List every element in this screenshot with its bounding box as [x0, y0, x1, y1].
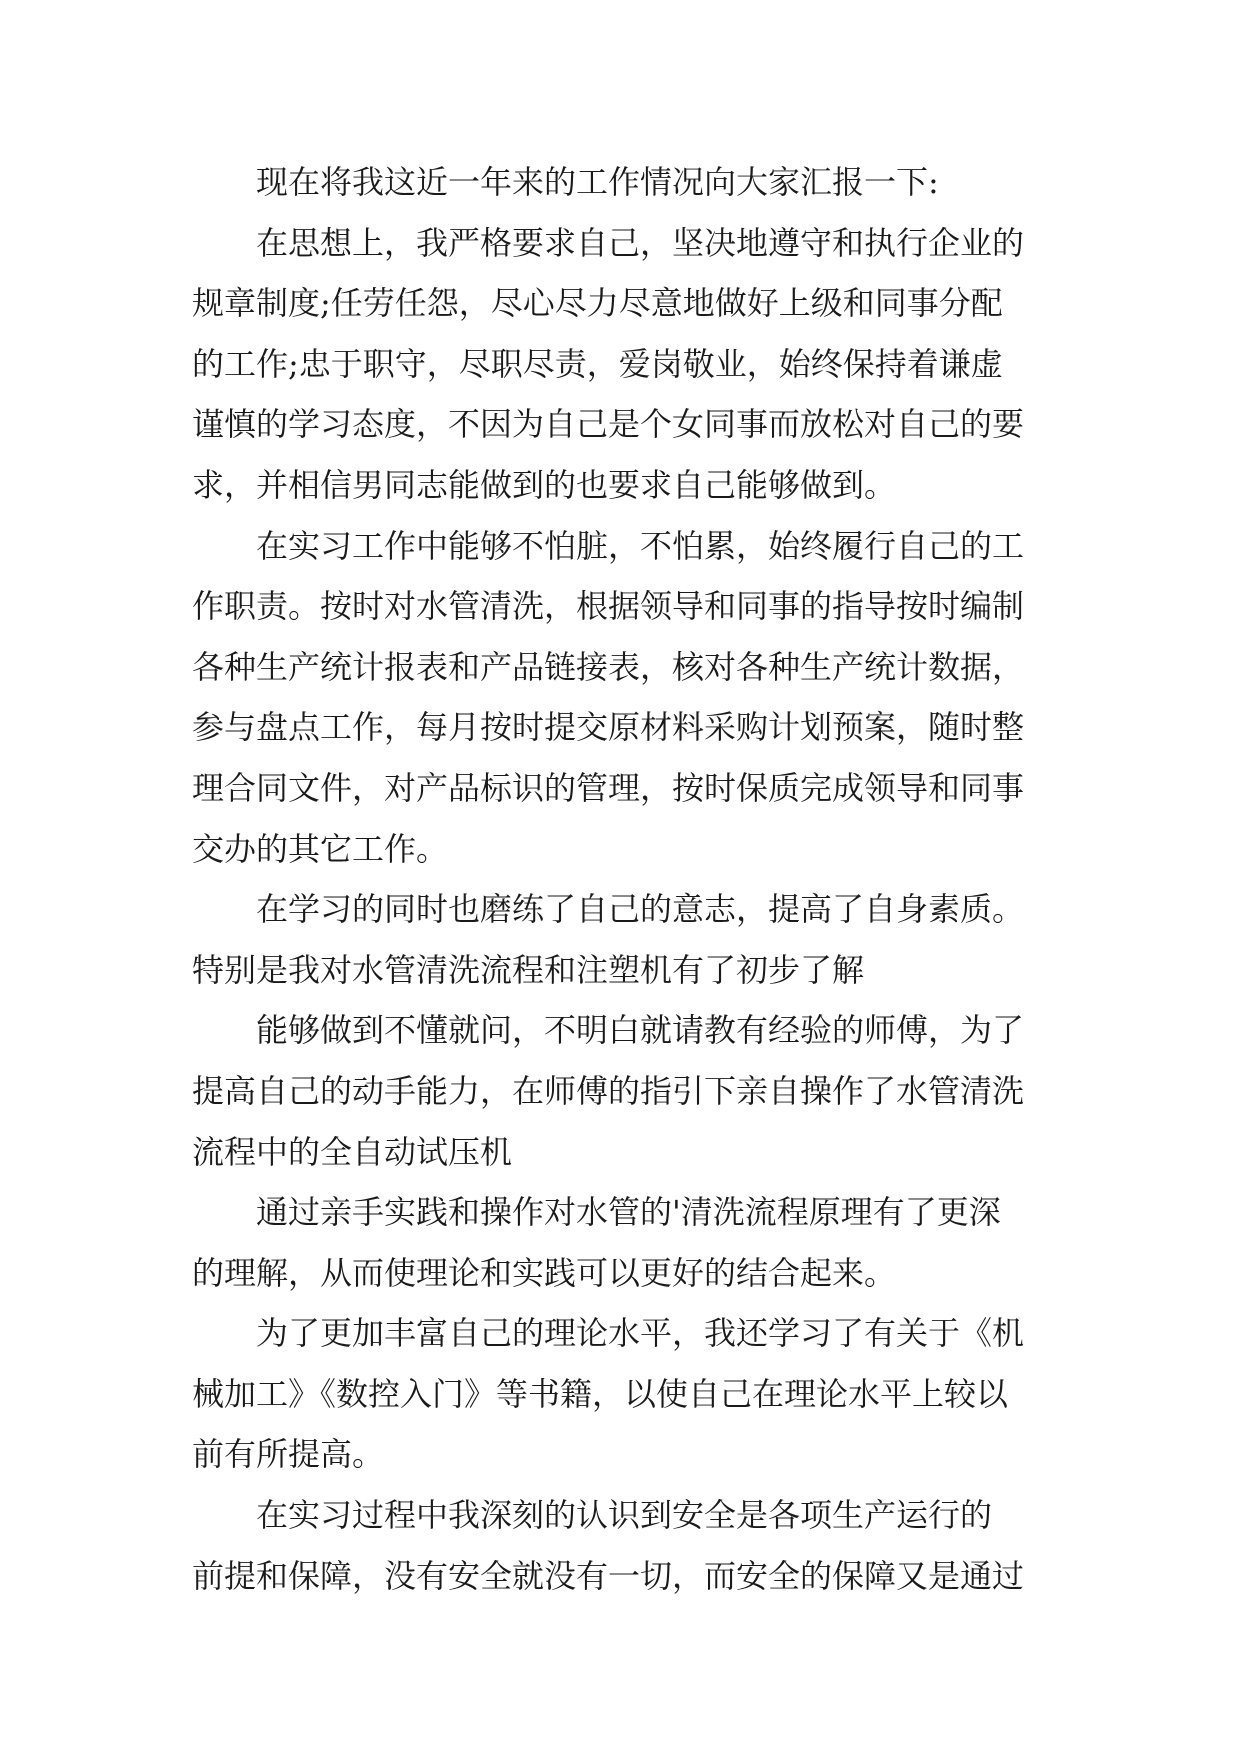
- text-line: 前提和保障，没有安全就没有一切，而安全的保障又是通过: [192, 1556, 1025, 1595]
- text-line: 在思想上，我严格要求自己，坚决地遵守和执行企业的: [256, 223, 1025, 262]
- text-line: 流程中的全自动试压机: [192, 1132, 513, 1171]
- text-line: 械加工》《数控入门》等书籍，以使自己在理论水平上较以: [192, 1374, 1009, 1413]
- text-line: 各种生产统计报表和产品链接表，核对各种生产统计数据，: [192, 647, 1025, 686]
- text-line: 在学习的同时也磨练了自己的意志，提高了自身素质。: [256, 890, 1025, 929]
- text-line: 的工作;忠于职守，尽职尽责，爱岗敬业，始终保持着谦虚: [192, 344, 1003, 383]
- text-line: 理合同文件，对产品标识的管理，按时保质完成领导和同事: [192, 768, 1025, 807]
- text-line: 规章制度;任劳任怨，尽心尽力尽意地做好上级和同事分配: [192, 284, 1003, 323]
- text-line: 提高自己的动手能力，在师傅的指引下亲自操作了水管清洗: [192, 1071, 1025, 1110]
- text-line: 参与盘点工作，每月按时提交原材料采购计划预案，随时整: [192, 708, 1025, 747]
- text-line: 交办的其它工作。: [192, 829, 449, 868]
- text-line: 特别是我对水管清洗流程和注塑机有了初步了解: [192, 950, 865, 989]
- text-line: 作职责。按时对水管清洗，根据领导和同事的指导按时编制: [192, 587, 1025, 626]
- text-line: 现在将我这近一年来的工作情况向大家汇报一下:: [256, 163, 939, 201]
- text-line: 为了更加丰富自己的理论水平，我还学习了有关于《机: [256, 1314, 1025, 1353]
- text-line: 谨慎的学习态度，不因为自己是个女同事而放松对自己的要: [192, 405, 1025, 444]
- text-line: 在实习工作中能够不怕脏，不怕累，始终履行自己的工: [256, 526, 1025, 565]
- text-line: 通过亲手实践和操作对水管的'清洗流程原理有了更深: [256, 1193, 1001, 1232]
- text-line: 前有所提高。: [192, 1435, 385, 1474]
- document-body: [192, 152, 1052, 1606]
- text-line: 求，并相信男同志能做到的也要求自己能够做到。: [192, 465, 897, 504]
- text-line: 的理解，从而使理论和实践可以更好的结合起来。: [192, 1253, 897, 1292]
- text-line: 能够做到不懂就问，不明白就请教有经验的师傅，为了: [256, 1011, 1025, 1050]
- text-line: 在实习过程中我深刻的认识到安全是各项生产运行的: [256, 1496, 993, 1535]
